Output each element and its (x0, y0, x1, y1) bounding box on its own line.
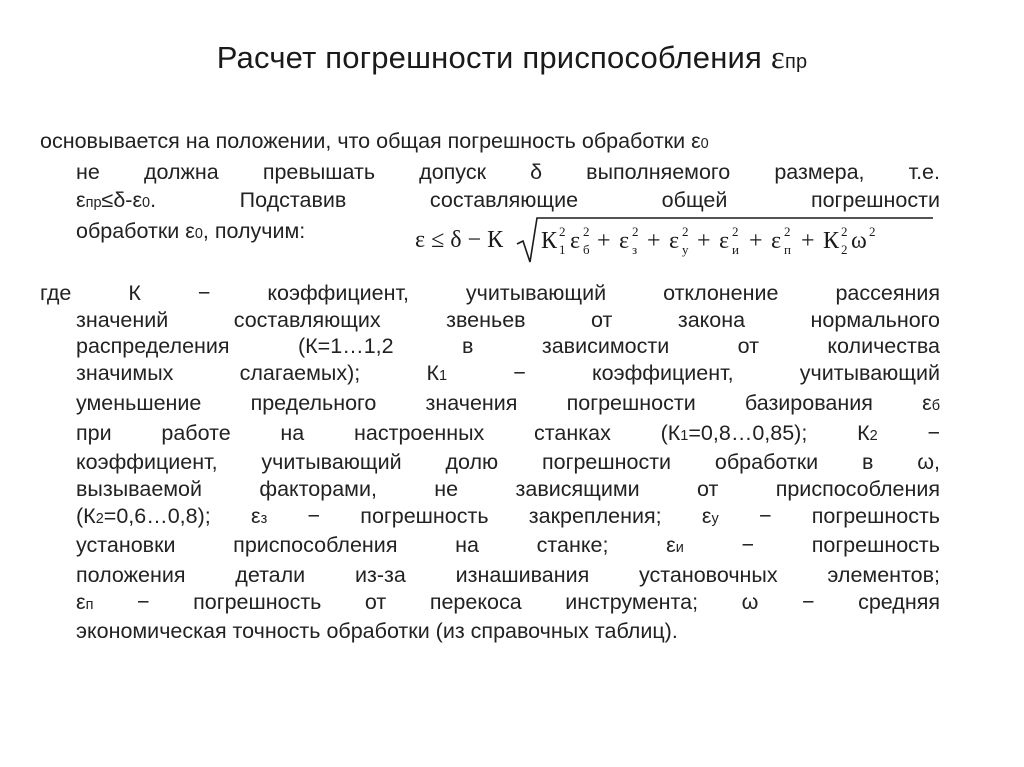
def-line-8: вызываемой факторами, не зависящими от приспособления (76, 476, 940, 501)
def-line-1: где К − коэффициент, учитывающий отклонение рассеяния (40, 281, 940, 305)
def-line-13: экономическая точность обработки (из справочных таблиц). (76, 619, 678, 644)
svg-text:ε: ε (570, 228, 581, 254)
def-line-11: положения детали из-за изнашивания установочных элементов; (76, 563, 940, 588)
svg-text:2: 2 (869, 224, 876, 239)
def-line-2: значений составляющих звеньев от закона нормального (76, 307, 940, 332)
svg-text:ε: ε (771, 228, 782, 254)
title-text: Расчет погрешности приспособления (216, 40, 771, 75)
def-line-4: значимых слагаемых); К1 − коэффициент, учитывающий (76, 361, 940, 386)
svg-text:2: 2 (784, 224, 791, 239)
svg-text:ε: ε (619, 228, 630, 254)
svg-text:+: + (597, 228, 611, 254)
svg-text:2: 2 (632, 224, 639, 239)
intro-line-4: обработки ε0, получим: (76, 219, 306, 243)
svg-text:+: + (647, 228, 661, 254)
def-line-12: εп − погрешность от перекоса инструмента; ω − средняя (76, 589, 940, 614)
svg-text:и: и (732, 242, 739, 257)
svg-text:ε: ε (669, 228, 680, 254)
svg-text:1: 1 (559, 242, 566, 257)
svg-text:у: у (682, 242, 689, 257)
svg-text:К: К (823, 228, 840, 254)
formula-lhs: ε ≤ δ − К (415, 227, 504, 253)
svg-text:б: б (583, 242, 590, 257)
svg-text:К: К (541, 228, 558, 254)
def-line-5: уменьшение предельного значения погрешности базирования εб (76, 390, 940, 415)
def-line-10: установки приспособления на станке; εи − погрешность (76, 533, 940, 558)
error-formula (413, 212, 933, 268)
svg-text:2: 2 (559, 224, 566, 239)
slide-title (0, 40, 1024, 77)
def-line-7: коэффициент, учитывающий долю погрешности обработки в ω, (76, 450, 940, 475)
def-line-9: (К2=0,6…0,8); εз − погрешность закрепления; εу − погрешность (76, 503, 940, 528)
intro-line-1: основывается на положении, что общая погрешность обработки ε0 (40, 129, 709, 153)
svg-text:2: 2 (732, 224, 739, 239)
title-subscript: пр (784, 51, 808, 73)
def-line-6: при работе на настроенных станках (К1=0,8…0,85); К2 − (76, 420, 941, 445)
svg-text:2: 2 (682, 224, 689, 239)
svg-text:+: + (749, 228, 763, 254)
intro-line-3: εпр≤δ-ε0. Подставив составляющие общей погрешности (76, 188, 940, 212)
intro-line-2: не должна превышать допуск δ выполняемого размера, т.е. (76, 160, 940, 184)
title-epsilon: ε (770, 40, 785, 76)
def-line-3: распределения (К=1…1,2 в зависимости от количества (76, 334, 940, 359)
svg-text:з: з (632, 242, 638, 257)
svg-text:2: 2 (583, 224, 590, 239)
svg-text:ω: ω (851, 228, 867, 254)
svg-text:п: п (784, 242, 791, 257)
svg-text:+: + (801, 228, 815, 254)
svg-text:2: 2 (841, 224, 848, 239)
svg-text:+: + (697, 228, 711, 254)
svg-text:2: 2 (841, 242, 848, 257)
svg-text:ε: ε (719, 228, 730, 254)
definitions-paragraph (40, 280, 940, 645)
